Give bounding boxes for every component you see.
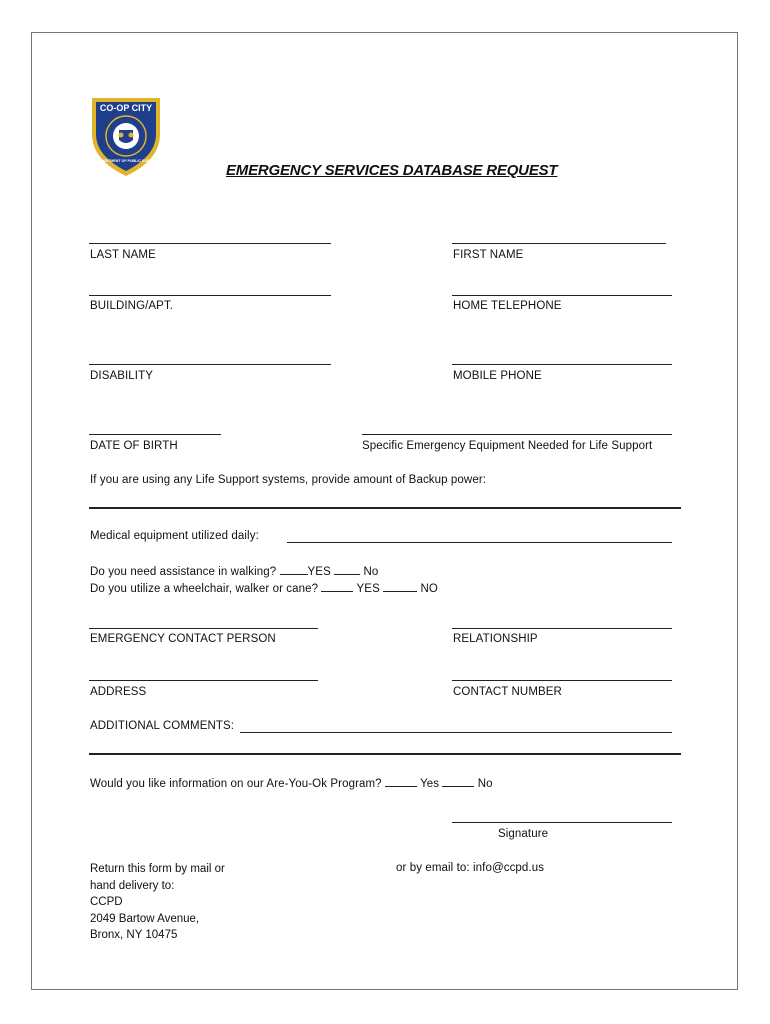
logo-top-text: CO-OP CITY bbox=[99, 103, 153, 113]
program-no-label: No bbox=[477, 778, 493, 790]
specific-equipment-label: Specific Emergency Equipment Needed for Life Support bbox=[362, 440, 653, 452]
address-label: ADDRESS bbox=[90, 686, 147, 698]
first-name-field[interactable] bbox=[452, 243, 666, 244]
return-line: hand delivery to: bbox=[90, 879, 175, 892]
relationship-field[interactable] bbox=[452, 628, 672, 629]
medical-equipment-label: Medical equipment utilized daily: bbox=[90, 530, 259, 542]
disability-label: DISABILITY bbox=[90, 370, 153, 382]
wheelchair-question bbox=[90, 581, 438, 595]
additional-comments-label: ADDITIONAL COMMENTS: bbox=[90, 720, 235, 732]
wheelchair-no-label: NO bbox=[420, 583, 438, 595]
walking-no-blank[interactable] bbox=[334, 564, 360, 575]
divider bbox=[89, 507, 681, 509]
medical-equipment-field[interactable] bbox=[287, 542, 672, 543]
contact-number-label: CONTACT NUMBER bbox=[453, 686, 562, 698]
date-of-birth-label: DATE OF BIRTH bbox=[90, 440, 178, 452]
program-question-text: Would you like information on our Are-You-Ok Program? bbox=[90, 778, 382, 790]
relationship-label: RELATIONSHIP bbox=[453, 633, 538, 645]
wheelchair-yes-label: YES bbox=[356, 583, 380, 595]
walking-yes-label: YES bbox=[307, 566, 331, 578]
program-question bbox=[90, 776, 493, 790]
wheelchair-yes-blank[interactable] bbox=[321, 581, 353, 592]
additional-comments-field[interactable] bbox=[240, 732, 672, 733]
program-yes-label: Yes bbox=[420, 778, 440, 790]
email-contact[interactable]: or by email to: info@ccpd.us bbox=[396, 862, 545, 874]
return-line: CCPD bbox=[90, 896, 123, 908]
program-no-blank[interactable] bbox=[442, 776, 474, 787]
last-name-field[interactable] bbox=[89, 243, 331, 244]
walking-question bbox=[90, 564, 378, 578]
signature-label: Signature bbox=[498, 828, 549, 840]
wheelchair-no-blank[interactable] bbox=[383, 581, 417, 592]
specific-equipment-field[interactable] bbox=[362, 434, 672, 435]
backup-power-question: If you are using any Life Support systems, provide amount of Backup power: bbox=[90, 474, 487, 486]
return-address-block bbox=[90, 861, 225, 944]
form-title: EMERGENCY SERVICES DATABASE REQUEST bbox=[226, 162, 558, 179]
mobile-phone-label: MOBILE PHONE bbox=[453, 370, 542, 382]
return-line: Return this form by mail or bbox=[90, 863, 225, 875]
building-apt-field[interactable] bbox=[89, 295, 331, 296]
mobile-phone-field[interactable] bbox=[452, 364, 672, 365]
emergency-contact-field[interactable] bbox=[89, 628, 318, 629]
home-telephone-label: HOME TELEPHONE bbox=[453, 300, 562, 312]
walking-no-label: No bbox=[363, 566, 379, 578]
return-line: Bronx, NY 10475 bbox=[90, 929, 178, 941]
date-of-birth-field[interactable] bbox=[89, 434, 221, 435]
contact-number-field[interactable] bbox=[452, 680, 672, 681]
first-name-label: FIRST NAME bbox=[453, 249, 524, 261]
signature-field[interactable] bbox=[452, 822, 672, 823]
walking-question-text: Do you need assistance in walking? bbox=[90, 566, 277, 578]
building-apt-label: BUILDING/APT. bbox=[90, 300, 174, 312]
return-line: 2049 Bartow Avenue, bbox=[90, 912, 200, 925]
disability-field[interactable] bbox=[89, 364, 331, 365]
emergency-contact-label: EMERGENCY CONTACT PERSON bbox=[90, 633, 276, 645]
walking-yes-blank[interactable] bbox=[280, 564, 308, 575]
program-yes-blank[interactable] bbox=[385, 776, 417, 787]
logo-ring-text: DEPARTMENT OF PUBLIC SAFETY bbox=[95, 159, 157, 163]
home-telephone-field[interactable] bbox=[452, 295, 672, 296]
address-field[interactable] bbox=[89, 680, 318, 681]
co-op-city-public-safety-logo bbox=[88, 94, 164, 178]
divider bbox=[89, 753, 681, 755]
last-name-label: LAST NAME bbox=[90, 249, 156, 261]
wheelchair-question-text: Do you utilize a wheelchair, walker or cane? bbox=[90, 583, 319, 595]
